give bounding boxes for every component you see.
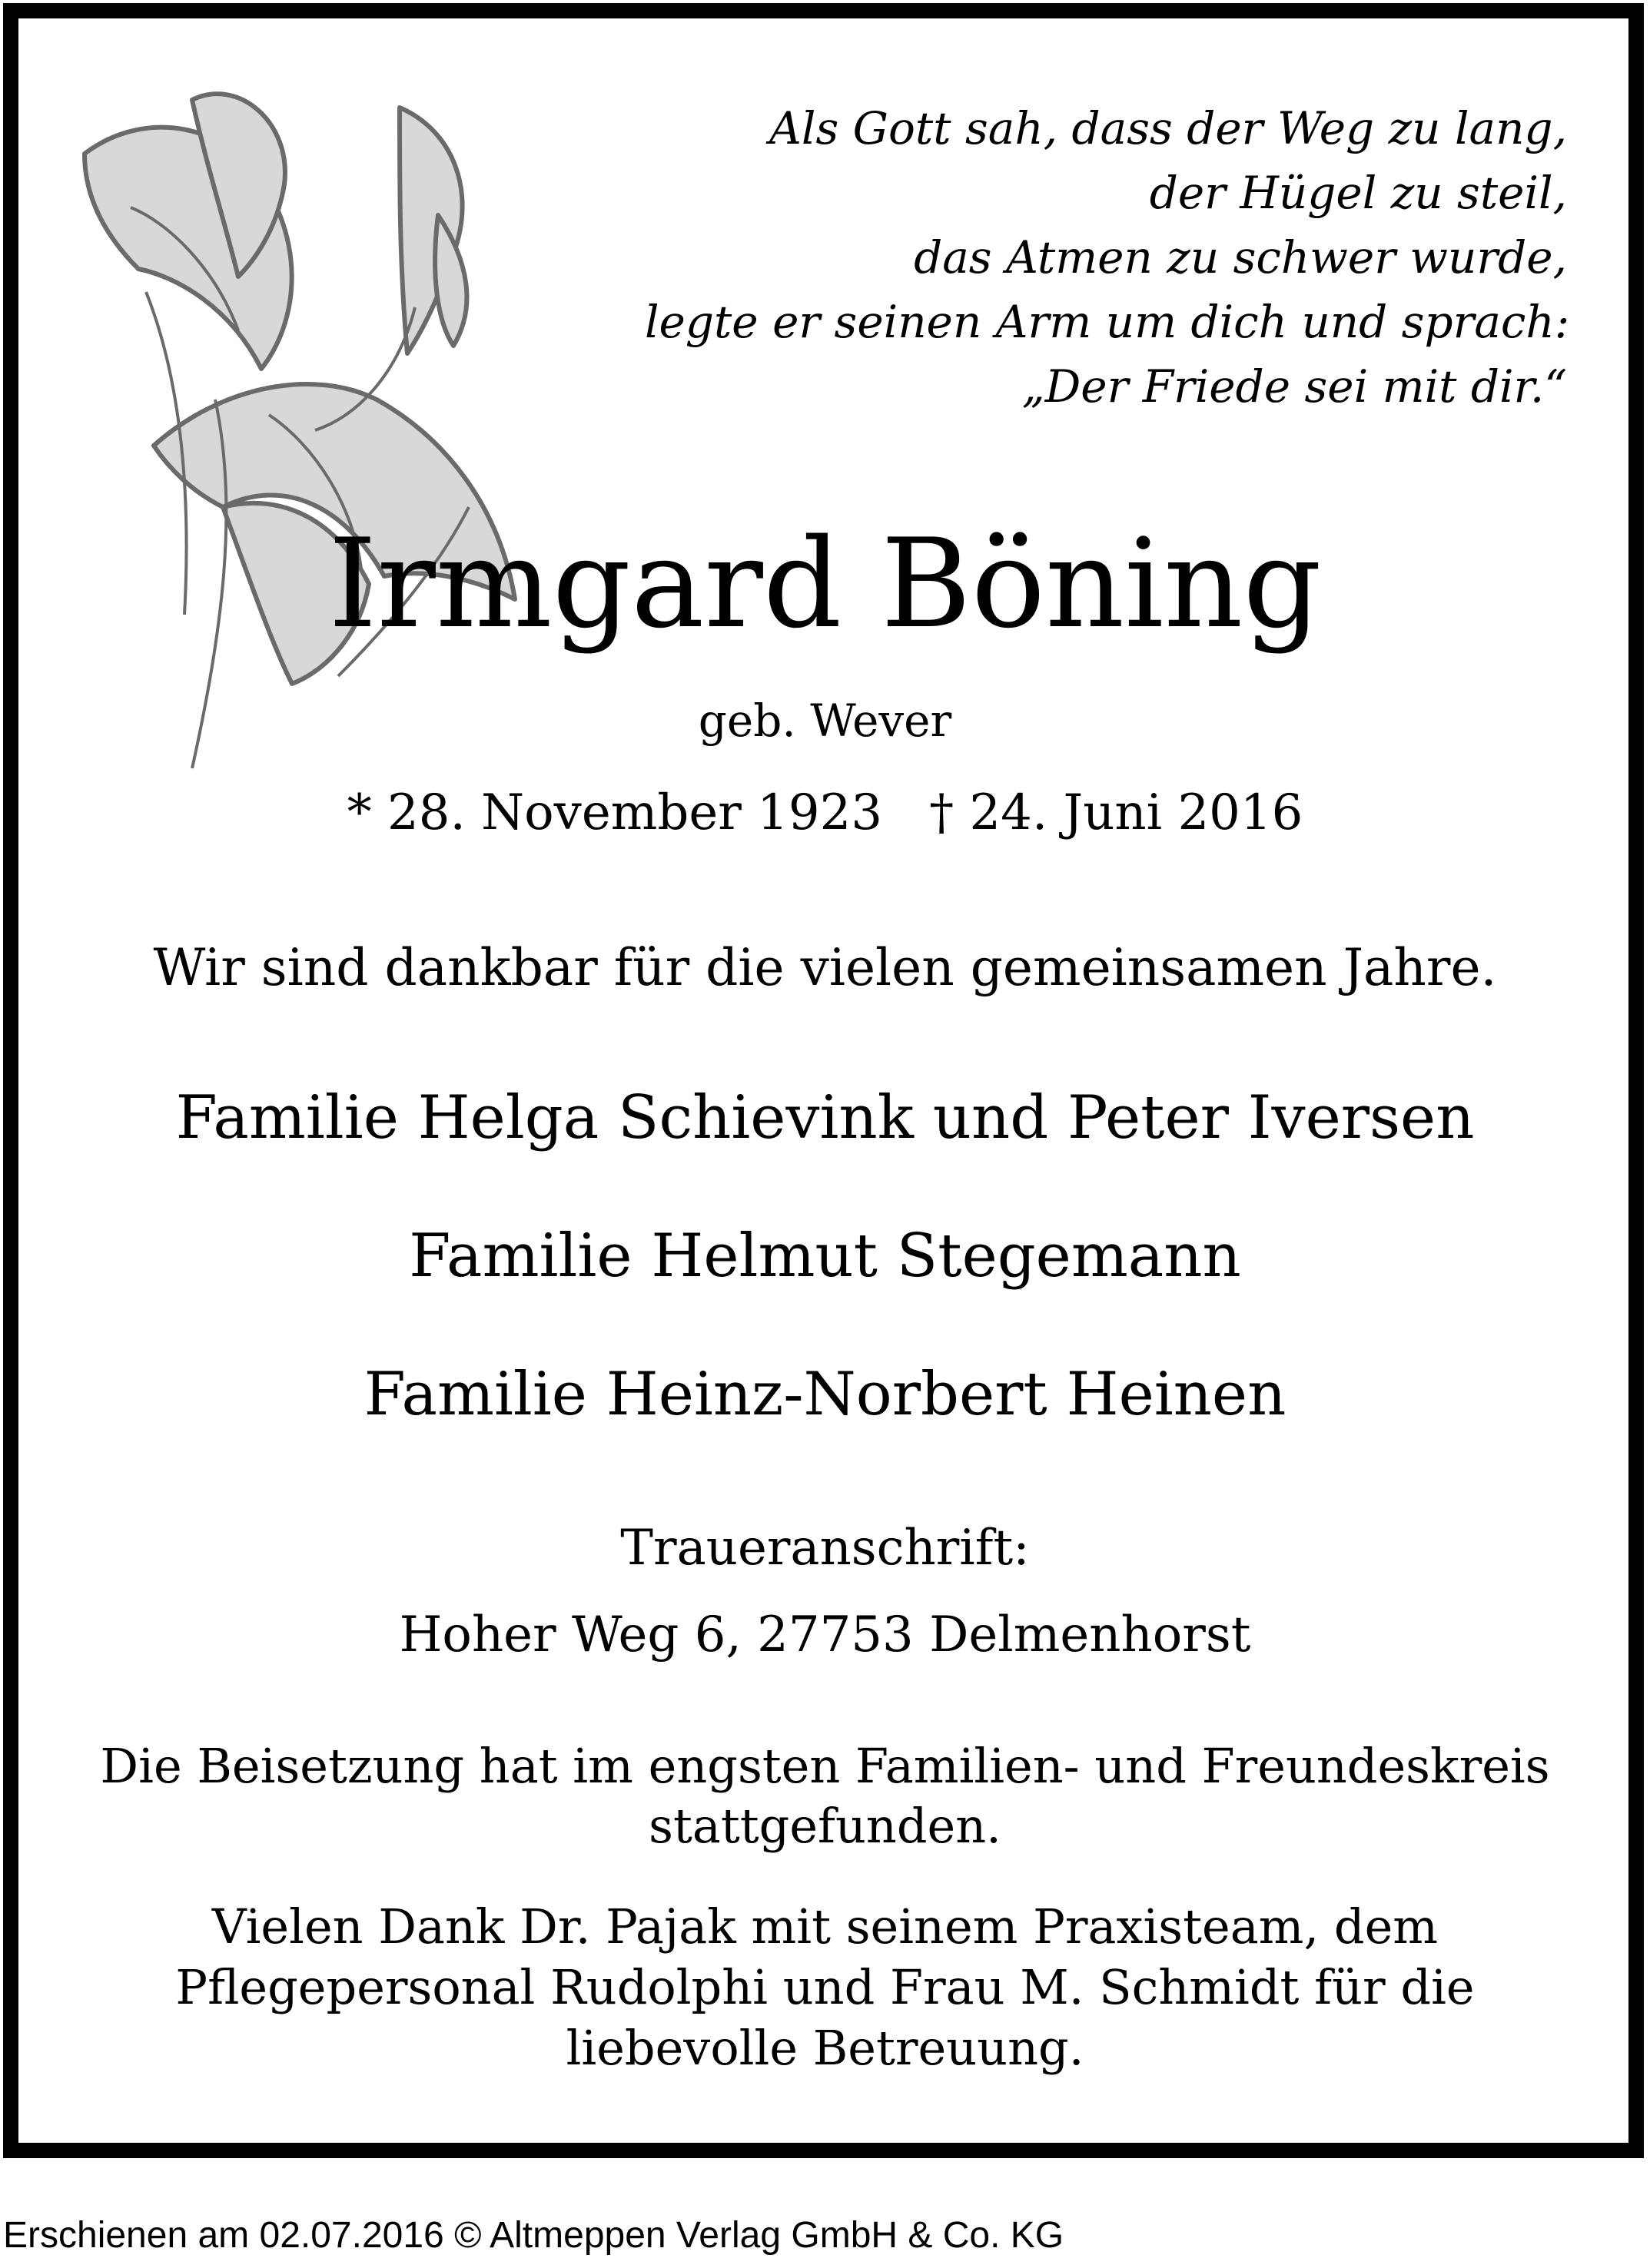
burial-note-line: stattgefunden.: [649, 1798, 1001, 1854]
verse-line: der Hügel zu steil,: [1149, 167, 1567, 219]
family-line: Familie Heinz-Norbert Heinen: [364, 1360, 1286, 1429]
gratitude-line: Wir sind dankbar für die vielen gemeinsamen Jahre.: [153, 938, 1497, 997]
life-dates: * 28. November 1923 † 24. Juni 2016: [347, 784, 1303, 841]
birth-name: geb. Wever: [698, 695, 952, 747]
thanks-note: [0, 1896, 1650, 2078]
address-value: Hoher Weg 6, 27753 Delmenhorst: [399, 1606, 1251, 1663]
thanks-note-line: Vielen Dank Dr. Pajak mit seinem Praxisteam, dem: [211, 1898, 1439, 1955]
family-line: Familie Helga Schievink und Peter Iversen: [175, 1083, 1475, 1152]
verse-line: das Atmen zu schwer wurde,: [914, 231, 1567, 284]
thanks-note-line: Pflegepersonal Rudolphi und Frau M. Schmidt für die: [175, 1959, 1475, 2015]
burial-note-line: Die Beisetzung hat im engsten Familien- und Freundeskreis: [100, 1738, 1550, 1794]
deceased-name: Irmgard Böning: [328, 512, 1322, 655]
thanks-note-line: liebevolle Betreuung.: [566, 2020, 1084, 2076]
verse-line: „Der Friede sei mit dir.“: [1021, 360, 1567, 413]
publication-footer: Erschienen am 02.07.2016 © Altmeppen Verlag GmbH & Co. KG: [3, 2215, 1064, 2256]
verse-line: Als Gott sah, dass der Weg zu lang,: [769, 102, 1567, 154]
address-label: Traueranschrift:: [620, 1520, 1030, 1577]
verse-line: legte er seinen Arm um dich und sprach:: [645, 296, 1570, 348]
family-line: Familie Helmut Stegemann: [409, 1222, 1241, 1291]
verse: [645, 96, 1570, 419]
burial-note: [0, 1736, 1650, 1856]
